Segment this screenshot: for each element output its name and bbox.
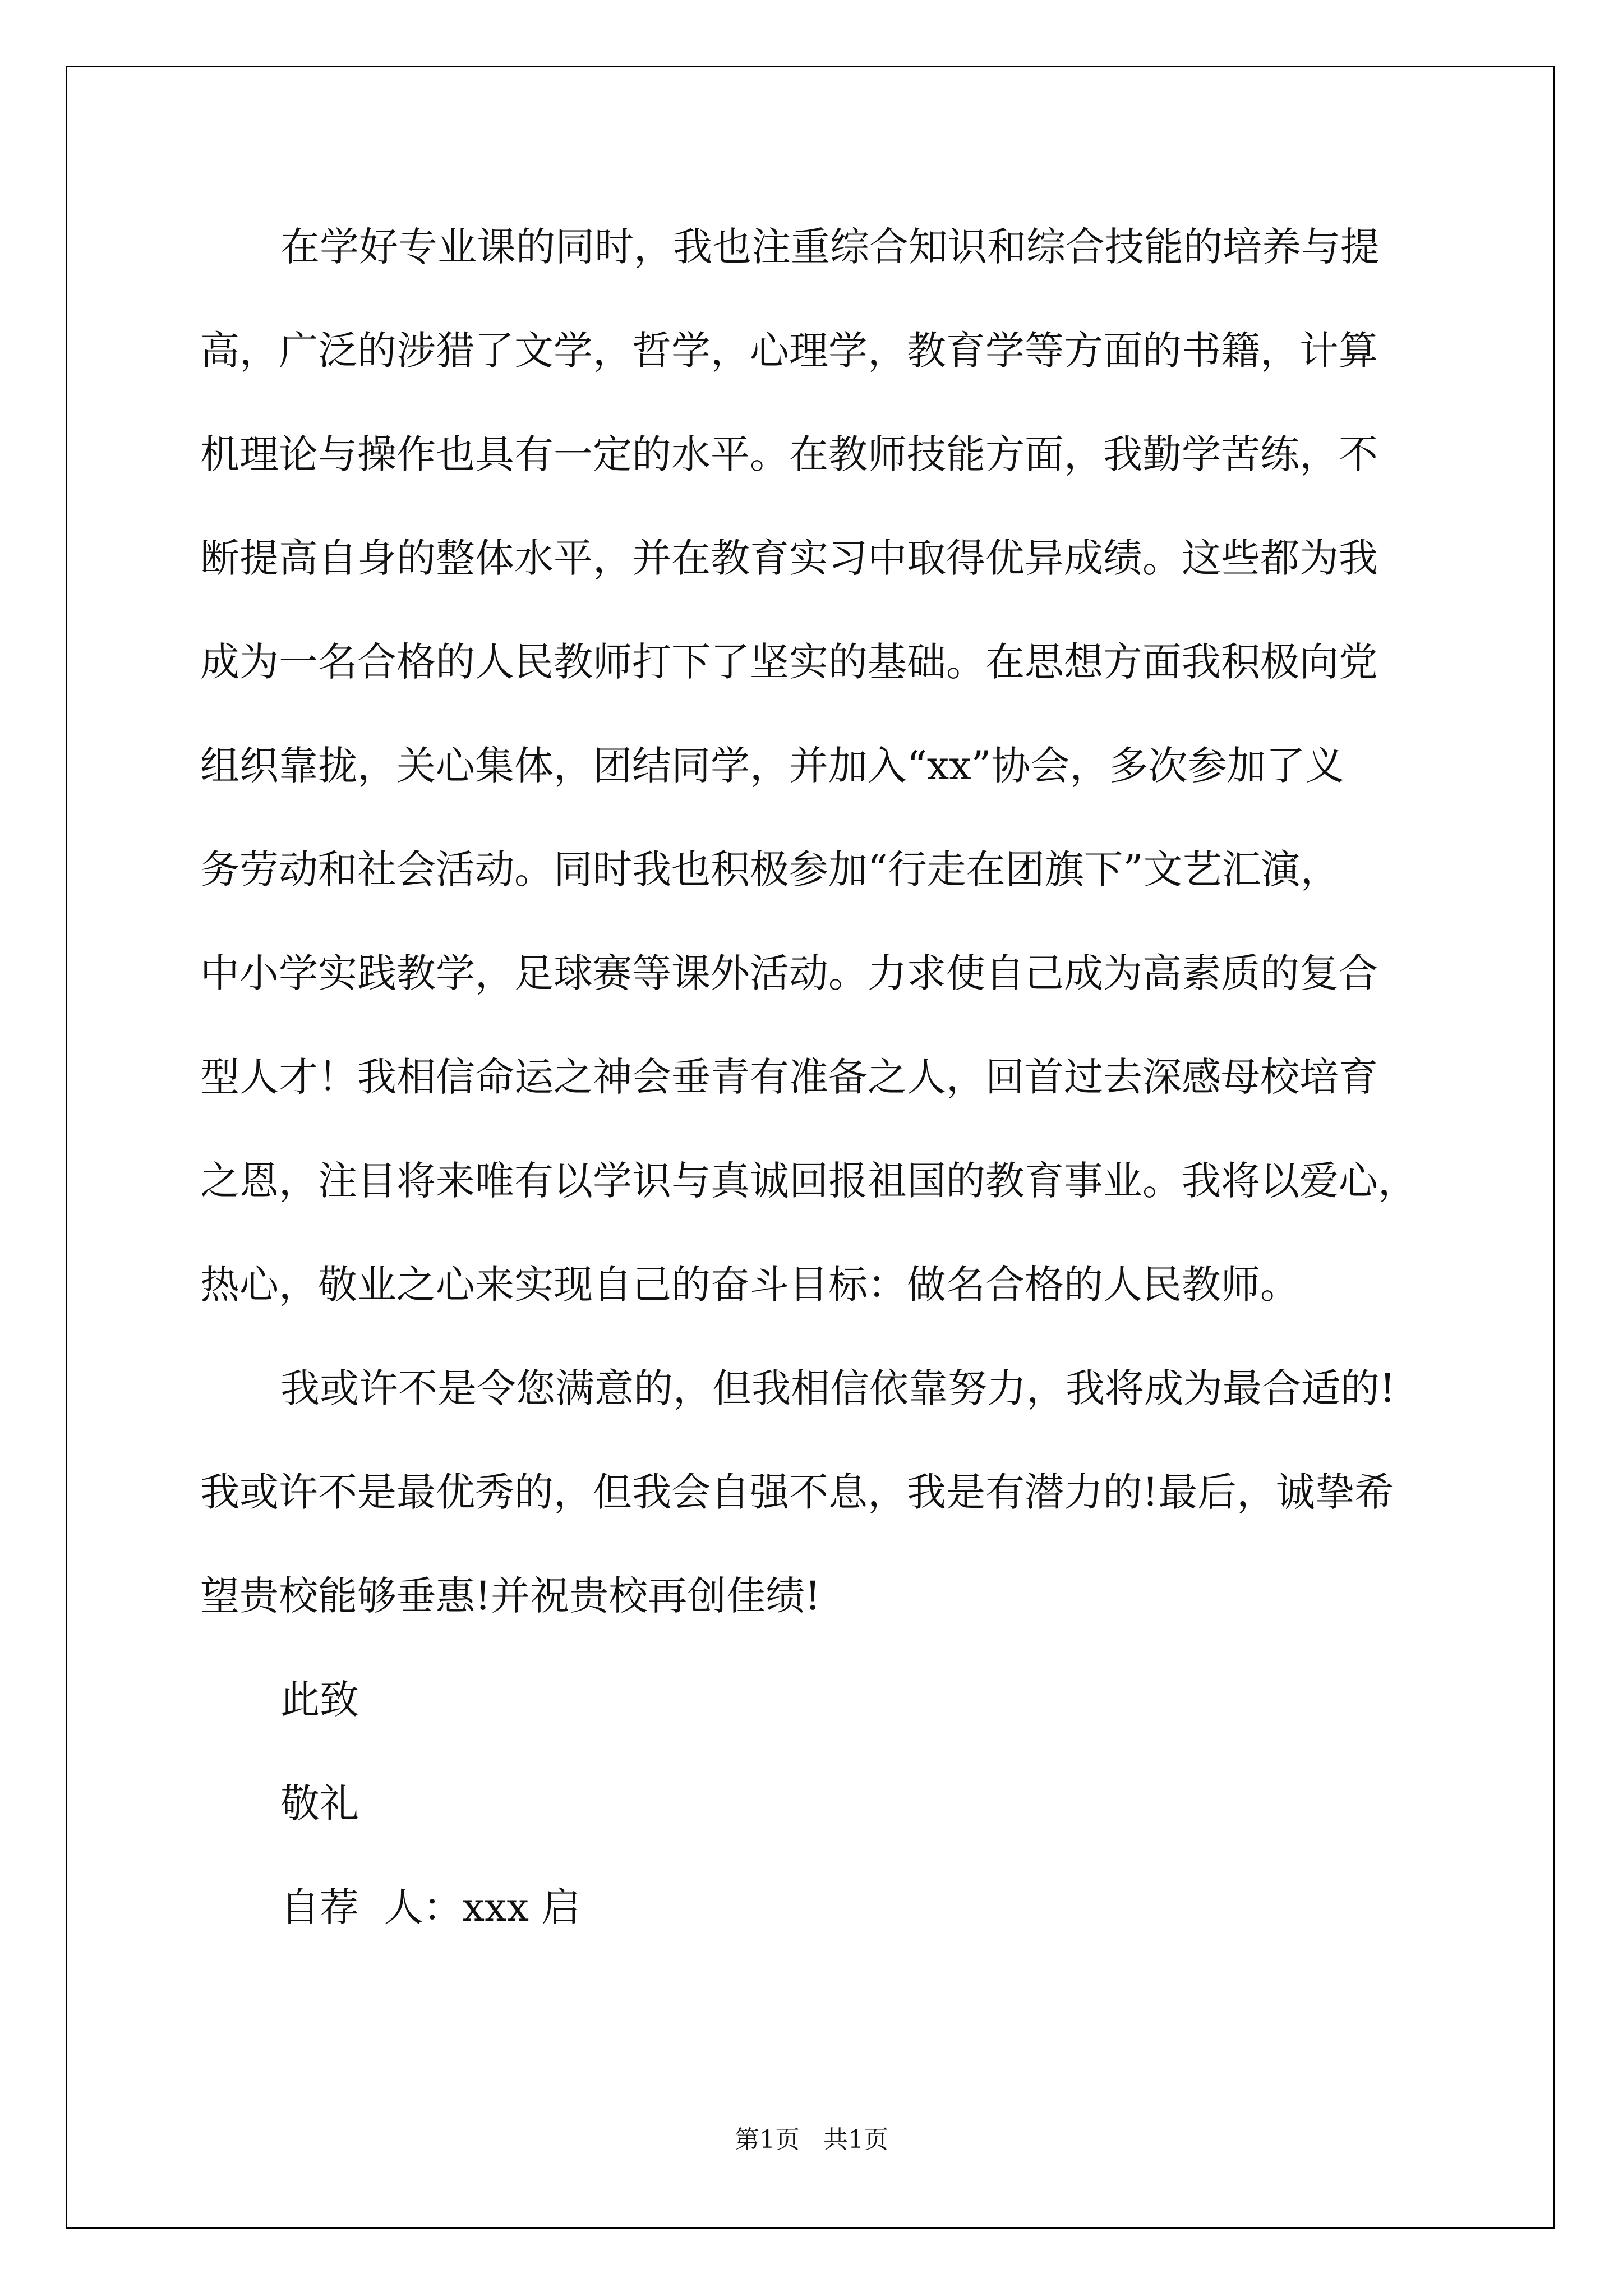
paragraph-1-line-9: 型人才！我相信命运之神会垂青有准备之人，回首过去深感母校培育 <box>200 1054 1378 1100</box>
paragraph-2-line-3: 望贵校能够垂惠!并祝贵校再创佳绩! <box>200 1573 821 1619</box>
paragraph-1-line-3: 机理论与操作也具有一定的水平。在教师技能方面，我勤学苦练，不 <box>200 431 1378 477</box>
paragraph-1-line-2: 高，广泛的涉猎了文学，哲学，心理学，教育学等方面的书籍，计算 <box>200 328 1378 374</box>
paragraph-1-line-7: 务劳动和社会活动。同时我也积极参加“行走在团旗下”文艺汇演， <box>200 846 1340 892</box>
paragraph-2-line-2: 我或许不是最优秀的，但我会自强不息，我是有潜力的!最后，诚挚希 <box>200 1469 1394 1515</box>
salutation-text: 敬礼 <box>280 1780 359 1826</box>
paragraph-1-line-1: 在学好专业课的同时，我也注重综合知识和综合技能的培养与提 <box>280 224 1380 270</box>
closing-text: 此致 <box>280 1677 359 1723</box>
paragraph-2-line-1: 我或许不是令您满意的，但我相信依靠努力，我将成为最合适的! <box>280 1365 1396 1411</box>
paragraph-1-line-8: 中小学实践教学，足球赛等课外活动。力求使自己成为高素质的复合 <box>200 950 1378 996</box>
paragraph-1-line-5: 成为一名合格的人民教师打下了坚实的基础。在思想方面我积极向党 <box>200 639 1378 685</box>
paragraph-1-line-6: 组织靠拢，关心集体，团结同学，并加入“xx”协会，多次参加了义 <box>200 743 1345 789</box>
signature-text: 自荐 人：xxx 启 <box>280 1884 581 1930</box>
paragraph-1-line-4: 断提高自身的整体水平，并在教育实习中取得优异成绩。这些都为我 <box>200 535 1378 581</box>
paragraph-1-line-11: 热心，敬业之心来实现自己的奋斗目标：做名合格的人民教师。 <box>200 1262 1299 1308</box>
paragraph-1-line-10: 之恩，注目将来唯有以学识与真诚回报祖国的教育事业。我将以爱心， <box>200 1158 1417 1204</box>
page-number-footer: 第1页 共1页 <box>735 2125 888 2154</box>
